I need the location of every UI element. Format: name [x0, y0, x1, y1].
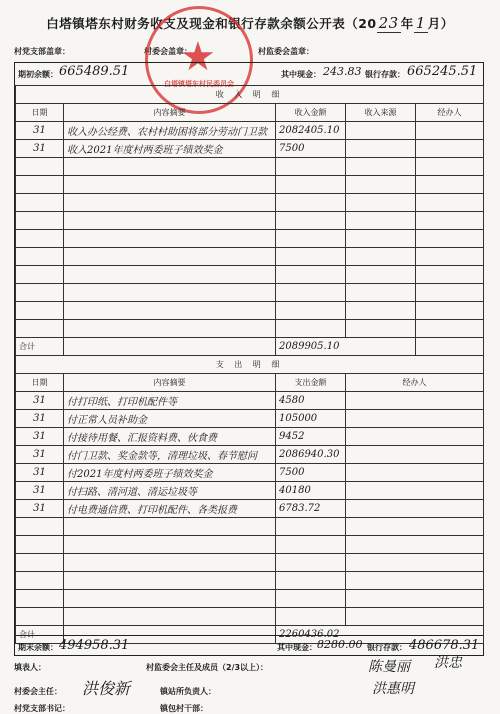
opening-balance-row	[15, 63, 483, 86]
table-row	[16, 554, 484, 572]
expense-desc: 付打印纸、打印机配件等	[64, 392, 276, 410]
expense-date: 31	[16, 500, 64, 518]
expense-handler	[346, 482, 484, 500]
closing-value: 494958.31	[59, 638, 130, 653]
ledger-table	[14, 62, 484, 656]
income-col-date: 日期	[16, 104, 64, 122]
closing-label: 期末余额：	[18, 643, 58, 652]
page-title	[0, 14, 500, 33]
member-signature-1: 陈曼丽	[368, 659, 410, 675]
closing-cash-value: 8280.00	[317, 638, 363, 651]
town-cadre-label: 镇包村干部：	[160, 704, 208, 713]
income-date: 31	[16, 140, 64, 158]
expense-total-label: 合计	[16, 626, 64, 644]
filler-label: 填表人：	[14, 663, 46, 672]
expense-handler	[346, 428, 484, 446]
expense-date: 31	[16, 392, 64, 410]
expense-handler	[346, 446, 484, 464]
committee-head-label: 村委会主任：	[14, 687, 62, 696]
table-row	[16, 464, 484, 482]
expense-date: 31	[16, 446, 64, 464]
member-signature-2: 洪忠	[434, 655, 462, 671]
table-row	[16, 536, 484, 554]
expense-amount: 6783.72	[276, 500, 346, 518]
opening-bank-value: 665245.51	[407, 64, 478, 79]
expense-amount: 4580	[276, 392, 346, 410]
income-date: 31	[16, 122, 64, 140]
expense-table	[15, 355, 484, 644]
expense-desc: 付2021年度村两委班子绩效奖金	[64, 464, 276, 482]
table-row	[16, 320, 484, 338]
opening-cash-value: 243.83	[323, 65, 362, 78]
opening-bank-label: 银行存款：	[365, 70, 405, 79]
expense-col-date: 日期	[16, 374, 64, 392]
town-official-label: 镇站所负责人：	[160, 687, 216, 696]
title-year-label: 年	[400, 16, 414, 31]
opening-value: 665489.51	[59, 64, 130, 79]
title-prefix: 白塔镇塔东村财务收支及现金和银行存款余额公开表（20	[46, 16, 377, 31]
income-col-handler: 经办人	[416, 104, 484, 122]
expense-desc: 付正常人员补助金	[64, 410, 276, 428]
expense-col-desc: 内容摘要	[64, 374, 276, 392]
income-amount: 2082405.10	[276, 122, 346, 140]
table-row	[16, 572, 484, 590]
seal-text: 白塔镇塔东村民委员会	[164, 80, 234, 88]
expense-desc: 付电费通信费、打印机配件、各类报费	[64, 500, 276, 518]
title-year: 23	[378, 14, 399, 32]
supervision-members-label: 村监委会主任及成员（2/3以上）：	[146, 663, 269, 672]
closing-bank-label: 银行存款：	[367, 643, 407, 652]
table-row	[16, 500, 484, 518]
expense-amount: 40180	[276, 482, 346, 500]
table-row	[16, 140, 484, 158]
closing-bank-value: 486678.31	[409, 638, 480, 653]
committee-head-signature: 洪俊新	[82, 679, 131, 698]
expense-section-title: 支 出 明 细	[16, 356, 484, 374]
table-row	[16, 248, 484, 266]
star-icon: ★	[180, 34, 216, 80]
expense-date: 31	[16, 410, 64, 428]
table-row	[16, 392, 484, 410]
expense-handler	[346, 410, 484, 428]
opening-cash-label: 其中现金：	[281, 70, 321, 79]
table-row	[16, 302, 484, 320]
table-row	[16, 428, 484, 446]
expense-handler	[346, 500, 484, 518]
table-row	[16, 122, 484, 140]
income-source	[346, 140, 416, 158]
table-row	[16, 194, 484, 212]
income-source	[346, 122, 416, 140]
supervision-seal-label: 村监委会盖章：	[258, 47, 314, 56]
table-row	[16, 518, 484, 536]
table-row	[16, 284, 484, 302]
income-table	[15, 85, 484, 356]
closing-balance-row	[15, 635, 483, 656]
income-handler	[416, 140, 484, 158]
member-signature-3: 洪惠明	[372, 681, 414, 697]
committee-seal-label: 村委会盖章：	[144, 47, 192, 56]
table-row	[16, 266, 484, 284]
expense-desc: 付门卫款、奖金款等，清理垃圾、春节慰问	[64, 446, 276, 464]
party-secretary-label: 村党支部书记：	[14, 704, 70, 713]
expense-col-amount: 支出金额	[276, 374, 346, 392]
income-desc: 收入2021年度村两委班子绩效奖金	[64, 140, 276, 158]
expense-desc: 付扫路、清河道、清运垃圾等	[64, 482, 276, 500]
income-amount: 7500	[276, 140, 346, 158]
income-section-title: 收 入 明 细	[16, 86, 484, 104]
table-row	[16, 608, 484, 626]
income-col-amount: 收入金额	[276, 104, 346, 122]
income-total-row	[16, 338, 484, 356]
expense-amount: 7500	[276, 464, 346, 482]
title-month: 1	[415, 14, 426, 32]
party-seal-label: 村党支部盖章：	[14, 47, 70, 56]
table-row	[16, 212, 484, 230]
expense-amount: 9452	[276, 428, 346, 446]
expense-col-handler: 经办人	[346, 374, 484, 392]
table-row	[16, 482, 484, 500]
opening-label: 期初余额：	[18, 70, 58, 79]
expense-handler	[346, 464, 484, 482]
expense-desc: 付接待用餐、汇报资料费、伙食费	[64, 428, 276, 446]
table-row	[16, 410, 484, 428]
expense-date: 31	[16, 464, 64, 482]
expense-amount: 105000	[276, 410, 346, 428]
expense-date: 31	[16, 482, 64, 500]
income-total-value: 2089905.10	[276, 338, 416, 356]
table-row	[16, 176, 484, 194]
expense-handler	[346, 392, 484, 410]
expense-date: 31	[16, 428, 64, 446]
income-header-row	[16, 104, 484, 122]
title-month-label: 月）	[427, 16, 454, 31]
table-row	[16, 158, 484, 176]
income-col-source: 收入来源	[346, 104, 416, 122]
table-row	[16, 230, 484, 248]
closing-cash-label: 其中现金：	[277, 643, 317, 652]
table-row	[16, 446, 484, 464]
income-handler	[416, 122, 484, 140]
expense-total-value: 2260436.02	[276, 626, 484, 644]
income-desc: 收入办公经费、农村村助困将部分劳动门卫款	[64, 122, 276, 140]
income-col-desc: 内容摘要	[64, 104, 276, 122]
table-row	[16, 590, 484, 608]
expense-amount: 2086940.30	[276, 446, 346, 464]
income-total-label: 合计	[16, 338, 64, 356]
expense-header-row	[16, 374, 484, 392]
